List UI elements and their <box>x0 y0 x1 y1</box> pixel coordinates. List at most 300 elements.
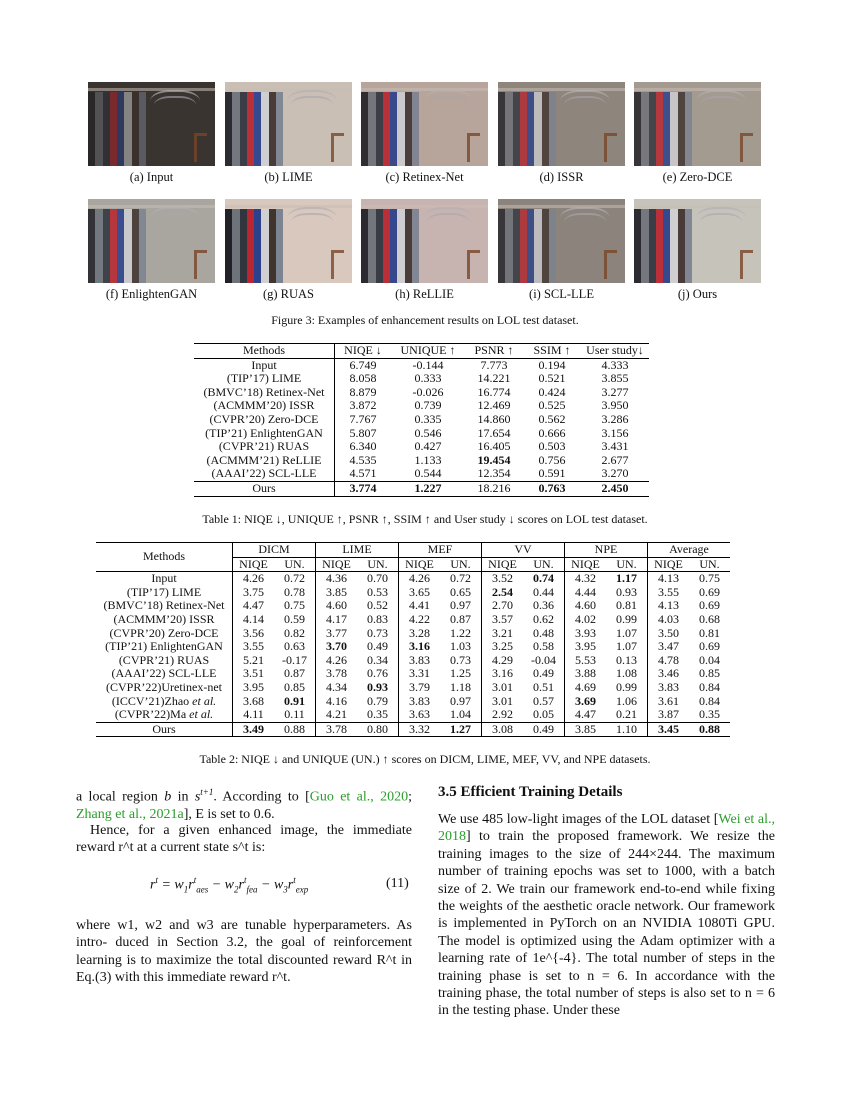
table-2-cell: -0.04 <box>523 654 565 668</box>
table-2-cell: 3.87 <box>658 707 679 722</box>
table-2-cell: 3.85 <box>326 584 347 599</box>
figure-thumbnail <box>634 199 761 283</box>
table-1-cell: -0.026 <box>412 384 444 399</box>
table-1-header: SSIM ↑ <box>523 344 581 359</box>
figure-subcaption: (j) Ours <box>677 287 718 301</box>
wooden-stand <box>740 250 753 279</box>
figure-subcaption: (a) Input <box>129 170 174 184</box>
section-heading-3-5: 3.5 Efficient Training Details <box>438 784 623 800</box>
table-1-cell: 3.286 <box>601 411 629 426</box>
table-2-method: (ACMMM’20) ISSR <box>96 613 233 627</box>
table-2-cell: 3.61 <box>658 693 679 708</box>
table-2-cell: 3.21 <box>492 625 513 640</box>
table-1-cell: 0.503 <box>538 439 566 454</box>
table-2-cell: 0.99 <box>606 681 648 695</box>
wire-hangers <box>291 96 333 118</box>
table-2-row <box>96 722 730 737</box>
closet-rail <box>361 88 488 91</box>
table-2-row <box>96 695 730 709</box>
table-2-cell: 1.08 <box>606 667 648 681</box>
table-2-subheader: UN. <box>523 557 565 572</box>
table-2-cell: 0.35 <box>699 707 720 722</box>
table-1-row <box>194 427 649 441</box>
table-2-cell: 3.70 <box>326 639 347 654</box>
table-2-cell: 0.36 <box>523 599 565 613</box>
closet-rail <box>634 88 761 91</box>
table-2-cell: 0.97 <box>440 695 482 709</box>
table-2-group-header: NPE <box>565 543 648 558</box>
table-2-cell: 3.50 <box>658 625 679 640</box>
figure-subcaption: (g) RUAS <box>262 287 315 301</box>
table-2-cell: 3.28 <box>409 625 430 640</box>
table-1-cell: 4.571 <box>349 466 377 481</box>
table-2-cell: 3.25 <box>492 639 513 654</box>
table-2-cell: 1.06 <box>606 695 648 709</box>
table-2-cell: 3.68 <box>243 693 264 708</box>
table-2-cell: 4.26 <box>409 571 430 586</box>
table-1-cell: 4.333 <box>601 357 629 372</box>
table-2-cell: 4.36 <box>326 571 347 586</box>
table-2-cell: 0.78 <box>274 586 316 600</box>
table-2-method: (BMVC’18) Retinex-Net <box>96 599 233 613</box>
table-2-group-header: VV <box>482 543 565 558</box>
table-2-cell: 0.69 <box>699 639 720 654</box>
closet-rail <box>88 88 215 91</box>
table-2-cell: 3.45 <box>648 722 690 737</box>
table-2-cell: 0.93 <box>357 681 399 695</box>
table-2-cell: 0.84 <box>699 693 720 708</box>
hanging-clothes <box>225 209 283 283</box>
table-2-cell: 3.32 <box>399 722 441 737</box>
wooden-stand <box>331 250 344 279</box>
hanging-clothes <box>225 92 283 166</box>
left-paragraph-3: where w1, w2 and w3 are tunable hyperparameters. As intro- duced in Section 3.2, the goal of reinforcement learning is to maximize the total discounted reward R^t in Eq.(3) with this immediate reward r^t. <box>76 918 413 986</box>
table-2-cell: 4.22 <box>409 611 430 626</box>
table-2-cell: 0.49 <box>523 667 565 681</box>
table-1-cell: 12.354 <box>477 466 511 481</box>
table-2-row <box>96 627 730 641</box>
figure-subcaption: (h) ReLLIE <box>395 287 454 301</box>
table-1-cell: 0.194 <box>538 357 566 372</box>
table-2-cell: 0.88 <box>689 722 730 737</box>
figure-thumbnail <box>498 82 625 166</box>
table-1-cell: 7.767 <box>349 411 377 426</box>
closet-rail <box>361 205 488 208</box>
table-1-cell: 16.774 <box>477 384 511 399</box>
table-2-cell: 0.87 <box>274 667 316 681</box>
wooden-stand <box>467 133 480 162</box>
table-2-cell: 3.78 <box>326 666 347 681</box>
table-2-cell: 2.54 <box>492 584 513 599</box>
table-1-cell: 3.950 <box>601 398 629 413</box>
table-2-cell: 3.78 <box>316 722 358 737</box>
table-2-cell: 3.52 <box>492 571 513 586</box>
table-2-subheader: UN. <box>357 557 399 572</box>
hanging-clothes <box>634 92 692 166</box>
table-2-cell: 0.21 <box>606 708 648 722</box>
table-2-cell: 0.83 <box>357 613 399 627</box>
table-2-cell: 0.57 <box>523 695 565 709</box>
table-2-cell: 3.46 <box>658 666 679 681</box>
table-2-cell: 0.49 <box>357 640 399 654</box>
table-1-row <box>194 372 649 386</box>
table-2-cell: 3.83 <box>409 693 430 708</box>
table-2-cell: 0.87 <box>440 613 482 627</box>
table-2-cell: 3.83 <box>409 652 430 667</box>
table-2-cell: 0.05 <box>523 708 565 722</box>
table-2-cell: 0.91 <box>274 695 316 709</box>
table-1-method: (ACMMM’20) ISSR <box>194 399 335 413</box>
wooden-stand <box>194 250 207 279</box>
table-2-cell: 3.55 <box>243 639 264 654</box>
table-2-cell: 0.80 <box>357 722 399 737</box>
table-2-group-header: MEF <box>399 543 482 558</box>
table-2-cell: 0.48 <box>523 627 565 641</box>
table-1-cell: 8.879 <box>349 384 377 399</box>
table-2-cell: 1.18 <box>440 681 482 695</box>
table-2-subheader: NIQE <box>233 557 275 572</box>
table-1-cell: 17.654 <box>477 425 511 440</box>
table-2-cell: 4.13 <box>658 571 679 586</box>
table-1-cell: 0.335 <box>414 411 442 426</box>
table-1-cell: 0.756 <box>538 452 566 467</box>
table-2-cell: 4.44 <box>575 584 596 599</box>
table-1-cell: 8.058 <box>349 371 377 386</box>
equation-number: (11) <box>386 876 409 891</box>
table-1-row <box>194 399 649 413</box>
wire-hangers <box>427 213 469 235</box>
wooden-stand <box>194 133 207 162</box>
table-2-cell: 5.53 <box>575 652 596 667</box>
table-2-row <box>96 654 730 668</box>
table-2-cell: 0.81 <box>699 625 720 640</box>
wire-hangers <box>154 96 196 118</box>
table-2-cell: 3.69 <box>575 693 596 708</box>
table-2-cell: 3.83 <box>658 679 679 694</box>
table-2-cell: 0.52 <box>357 599 399 613</box>
closet-rail <box>88 205 215 208</box>
table-2-cell: 3.08 <box>482 722 524 737</box>
table-1-cell: 3.872 <box>349 398 377 413</box>
table-2-group-header: DICM <box>233 543 316 558</box>
figure-subcaption: (i) SCL-LLE <box>529 287 594 301</box>
figure-thumbnail <box>225 82 352 166</box>
hanging-clothes <box>88 92 146 166</box>
table-2-method: Input <box>96 572 233 586</box>
table-2-cell: 3.95 <box>575 639 596 654</box>
table-2-grid <box>96 542 730 737</box>
table-2-cell: 1.27 <box>440 722 482 737</box>
table-1-cell: 3.270 <box>601 466 629 481</box>
figure-thumbnail <box>88 82 215 166</box>
table-1-caption: Table 1: NIQE ↓, UNIQUE ↑, PSNR ↑, SSIM ↑ and User study ↓ scores on LOL test dataset. <box>202 512 648 526</box>
hanging-clothes <box>88 209 146 283</box>
wooden-stand <box>331 133 344 162</box>
table-2-cell: 0.72 <box>440 572 482 586</box>
table-2-cell: 4.13 <box>658 598 679 613</box>
table-2-method: (AAAI’22) SCL-LLE <box>96 667 233 681</box>
table-1-row <box>194 454 649 468</box>
left-paragraph-2: Hence, for a given enhanced image, the immediate reward r^t at a current state s^t is: <box>76 823 412 856</box>
hanging-clothes <box>361 92 419 166</box>
table-2-cell: 0.79 <box>357 695 399 709</box>
table-2-cell: 0.65 <box>440 586 482 600</box>
table-2-cell: 0.13 <box>606 654 648 668</box>
table-2-cell: 0.44 <box>523 586 565 600</box>
table-1-row <box>194 440 649 454</box>
wire-hangers <box>564 96 606 118</box>
table-2-cell: 4.41 <box>409 598 430 613</box>
table-2-cell: 2.70 <box>492 598 513 613</box>
table-2-cell: 1.03 <box>440 640 482 654</box>
closet-rail <box>498 205 625 208</box>
table-2-cell: 0.72 <box>274 572 316 586</box>
table-1-method: (TIP’21) EnlightenGAN <box>194 427 335 441</box>
table-2-row <box>96 667 730 681</box>
table-2-cell: 0.76 <box>357 667 399 681</box>
table-1-method: (AAAI’22) SCL-LLE <box>194 467 335 481</box>
wooden-stand <box>467 250 480 279</box>
table-1-cell: 6.340 <box>349 439 377 454</box>
table-1-cell: 3.277 <box>601 384 629 399</box>
figure-thumbnail <box>634 82 761 166</box>
figure-subcaption: (e) Zero-DCE <box>662 170 733 184</box>
table-2-cell: 0.75 <box>274 599 316 613</box>
table-1-header: Methods <box>194 344 335 359</box>
table-1-cell: 3.156 <box>601 425 629 440</box>
table-2-header: Methods <box>96 543 233 572</box>
table-1-cell: 0.525 <box>538 398 566 413</box>
table-2-row <box>96 681 730 695</box>
closet-rail <box>498 88 625 91</box>
table-1-method: (CVPR’20) Zero-DCE <box>194 413 335 427</box>
table-2-subheader: UN. <box>689 557 730 572</box>
table-2-cell: 3.95 <box>243 679 264 694</box>
figure-subcaption: (d) ISSR <box>539 170 584 184</box>
table-2 <box>96 542 730 737</box>
table-2-cell: 4.26 <box>326 652 347 667</box>
table-2-subheader: UN. <box>274 557 316 572</box>
table-2-cell: 0.69 <box>699 584 720 599</box>
table-2-cell: 1.07 <box>606 627 648 641</box>
table-2-method: (TIP’21) EnlightenGAN <box>96 640 233 654</box>
table-2-row <box>96 586 730 600</box>
table-2-group-header: LIME <box>316 543 399 558</box>
table-2-cell: 3.93 <box>575 625 596 640</box>
table-1-cell: 18.216 <box>465 481 523 496</box>
table-1-cell: 3.431 <box>601 439 629 454</box>
table-2-group-header: Average <box>648 543 731 558</box>
table-1-cell: 16.405 <box>477 439 511 454</box>
table-1-header: PSNR ↑ <box>465 344 523 359</box>
table-2-cell: 3.75 <box>243 584 264 599</box>
table-2-cell: 0.88 <box>274 722 316 737</box>
table-2-cell: 3.01 <box>492 693 513 708</box>
figure-subcaption: (b) LIME <box>264 170 313 184</box>
table-2-cell: 1.10 <box>606 722 648 737</box>
table-2-cell: -0.17 <box>274 654 316 668</box>
table-2-cell: 0.73 <box>357 627 399 641</box>
table-2-cell: 4.78 <box>658 652 679 667</box>
table-2-cell: 0.75 <box>699 571 720 586</box>
wooden-stand <box>604 250 617 279</box>
table-1-row <box>194 413 649 427</box>
table-2-row <box>96 572 730 586</box>
table-1-cell: 5.807 <box>349 425 377 440</box>
table-2-cell: 3.01 <box>492 679 513 694</box>
table-2-cell: 0.58 <box>523 640 565 654</box>
table-2-cell: 3.63 <box>409 707 430 722</box>
table-2-cell: 0.99 <box>606 613 648 627</box>
table-2-method: (CVPR’22)Ma et al. <box>96 708 233 722</box>
table-2-method: (CVPR’22)Uretinex-net <box>96 681 233 695</box>
table-1-cell: 0.427 <box>414 439 442 454</box>
table-2-caption: Table 2: NIQE ↓ and UNIQUE (UN.) ↑ scores on DICM, LIME, MEF, VV, and NPE datasets. <box>199 752 651 766</box>
table-1-row <box>194 481 649 496</box>
table-1-method: (BMVC’18) Retinex-Net <box>194 386 335 400</box>
table-2-cell: 3.85 <box>565 722 607 737</box>
table-2-cell: 4.69 <box>575 679 596 694</box>
table-2-row <box>96 599 730 613</box>
table-2-cell: 0.49 <box>523 722 565 737</box>
table-2-cell: 4.29 <box>492 652 513 667</box>
figure-subcaption: (c) Retinex-Net <box>385 170 464 184</box>
table-2-cell: 3.47 <box>658 639 679 654</box>
table-2-cell: 0.74 <box>523 572 565 586</box>
figure-thumbnail <box>88 199 215 283</box>
table-2-cell: 4.60 <box>326 598 347 613</box>
table-2-method: (CVPR’20) Zero-DCE <box>96 627 233 641</box>
table-2-cell: 4.16 <box>326 693 347 708</box>
wire-hangers <box>291 213 333 235</box>
table-2-cell: 4.14 <box>243 611 264 626</box>
table-2-cell: 0.68 <box>699 611 720 626</box>
table-1-header: User study↓ <box>581 344 649 359</box>
table-1-cell: 0.666 <box>538 425 566 440</box>
table-2-method: (CVPR’21) RUAS <box>96 654 233 668</box>
table-2-cell: 1.04 <box>440 708 482 722</box>
table-1-method: (ACMMM’21) ReLLIE <box>194 454 335 468</box>
table-2-cell: 0.81 <box>606 599 648 613</box>
table-2-cell: 0.93 <box>606 586 648 600</box>
table-1-cell: 14.860 <box>477 411 511 426</box>
figure-subcaption: (f) EnlightenGAN <box>105 287 198 301</box>
table-2-cell: 3.57 <box>492 611 513 626</box>
table-2-cell: 3.77 <box>326 625 347 640</box>
citation-zhang-2021a[interactable]: Zhang et al., 2021a <box>76 807 184 823</box>
table-2-subheader: NIQE <box>482 557 524 572</box>
table-2-subheader: NIQE <box>648 557 690 572</box>
table-1-cell: 2.677 <box>601 452 629 467</box>
table-2-cell: 0.53 <box>357 586 399 600</box>
table-1-cell: 4.535 <box>349 452 377 467</box>
table-1-cell: 3.855 <box>601 371 629 386</box>
table-2-subheader: NIQE <box>565 557 607 572</box>
table-2-subheader: NIQE <box>316 557 358 572</box>
table-1-header: NIQE ↓ <box>335 344 392 359</box>
table-2-cell: 4.11 <box>243 707 264 722</box>
figure-thumbnail <box>361 199 488 283</box>
table-2-cell: 0.73 <box>440 654 482 668</box>
table-2-cell: 3.88 <box>575 666 596 681</box>
table-1-cell: 0.333 <box>414 371 442 386</box>
table-1-cell: 0.562 <box>538 411 566 426</box>
closet-rail <box>225 88 352 91</box>
table-2-row <box>96 708 730 722</box>
table-2-method: (TIP’17) LIME <box>96 586 233 600</box>
table-2-cell: 4.26 <box>243 571 264 586</box>
table-1-cell: 0.521 <box>538 371 566 386</box>
table-2-cell: 0.85 <box>699 666 720 681</box>
citation-wei-2018[interactable]: Wei et al., 2018 <box>438 812 776 845</box>
table-2-cell: 4.03 <box>658 611 679 626</box>
table-1-cell: 1.227 <box>391 481 465 496</box>
table-2-cell: 4.17 <box>326 611 347 626</box>
figure-thumbnail <box>225 199 352 283</box>
table-1 <box>194 343 649 497</box>
table-2-row <box>96 640 730 654</box>
table-1-row <box>194 467 649 481</box>
table-2-cell: 1.07 <box>606 640 648 654</box>
table-2-cell: 0.34 <box>357 654 399 668</box>
table-2-cell: 4.47 <box>243 598 264 613</box>
table-2-cell: 4.60 <box>575 598 596 613</box>
table-1-cell: 2.450 <box>581 481 649 496</box>
table-1-row <box>194 386 649 400</box>
table-2-cell: 3.16 <box>409 639 430 654</box>
table-2-cell: 3.56 <box>243 625 264 640</box>
table-1-header: UNIQUE ↑ <box>391 344 465 359</box>
table-2-cell: 3.49 <box>233 722 275 737</box>
table-2-cell: 3.65 <box>409 584 430 599</box>
table-2-subheader: UN. <box>440 557 482 572</box>
table-1-cell: 1.133 <box>414 452 442 467</box>
figure-caption: Figure 3: Examples of enhancement results on LOL test dataset. <box>271 313 579 327</box>
hanging-clothes <box>498 209 556 283</box>
table-2-subheader: UN. <box>606 557 648 572</box>
table-2-cell: 3.16 <box>492 666 513 681</box>
table-1-row <box>194 358 649 372</box>
table-2-cell: 5.21 <box>243 652 264 667</box>
table-1-cell: 14.221 <box>477 371 511 386</box>
table-2-cell: 4.34 <box>326 679 347 694</box>
table-2-cell: 0.69 <box>699 598 720 613</box>
closet-rail <box>634 205 761 208</box>
hanging-clothes <box>361 209 419 283</box>
wooden-stand <box>740 133 753 162</box>
table-2-cell: 0.35 <box>357 708 399 722</box>
table-2-cell: 3.79 <box>409 679 430 694</box>
table-2-cell: 0.82 <box>274 627 316 641</box>
table-1-cell: 0.591 <box>538 466 566 481</box>
table-1-cell: 0.544 <box>414 466 442 481</box>
table-2-cell: 0.84 <box>699 679 720 694</box>
table-2-cell: 3.55 <box>658 584 679 599</box>
table-1-cell: 12.469 <box>477 398 511 413</box>
table-1-cell: 0.546 <box>414 425 442 440</box>
table-2-cell: 0.59 <box>274 613 316 627</box>
table-2-cell: 0.97 <box>440 599 482 613</box>
table-1-cell: 6.749 <box>349 357 377 372</box>
hanging-clothes <box>498 92 556 166</box>
wire-hangers <box>427 96 469 118</box>
table-1-method: Input <box>194 358 335 372</box>
wooden-stand <box>604 133 617 162</box>
citation-guo-2020[interactable]: Guo et al., 2020 <box>309 789 409 805</box>
table-2-method: Ours <box>96 722 233 737</box>
table-1-cell: 19.454 <box>477 452 511 467</box>
table-1-cell: 3.774 <box>335 481 392 496</box>
